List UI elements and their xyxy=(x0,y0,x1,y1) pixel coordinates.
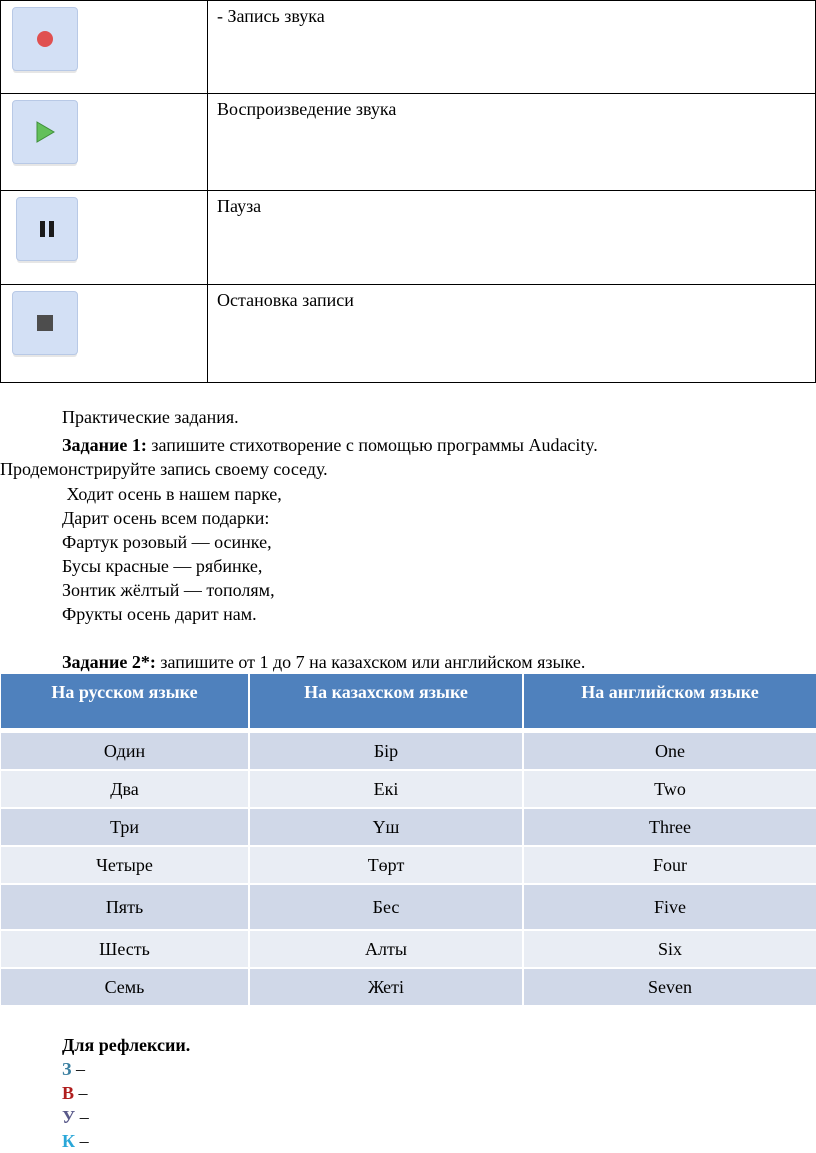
task1-text: запишите стихотворение с помощью программы Audacity. xyxy=(146,435,598,455)
cell-russian: Один xyxy=(1,733,250,771)
table-row xyxy=(1,809,816,847)
control-row-record xyxy=(1,1,816,94)
control-icon-cell xyxy=(1,94,208,191)
table-row xyxy=(1,771,816,809)
task1-line2: Продемонстрируйте запись своему соседу. xyxy=(0,459,328,479)
reflection-dash: – xyxy=(74,1083,88,1103)
control-row-pause xyxy=(1,191,816,285)
cell-english: One xyxy=(524,733,816,771)
cell-english: Seven xyxy=(524,969,816,1007)
cell-russian: Два xyxy=(1,771,250,809)
record-icon xyxy=(35,29,55,49)
reflection-item xyxy=(62,1105,89,1129)
cell-kazakh: Бес xyxy=(250,885,524,931)
cell-russian: Семь xyxy=(1,969,250,1007)
control-label: Остановка записи xyxy=(208,285,816,383)
reflection-title xyxy=(62,1033,190,1057)
task1-label: Задание 1: xyxy=(62,435,147,455)
cell-english: Four xyxy=(524,847,816,885)
numbers-table xyxy=(1,674,816,1007)
reflection-letter: У xyxy=(62,1107,76,1127)
reflection-item xyxy=(62,1129,89,1153)
task1-line1 xyxy=(62,433,598,457)
cell-english: Five xyxy=(524,885,816,931)
table-row xyxy=(1,885,816,931)
control-row-stop xyxy=(1,285,816,383)
pause-button[interactable] xyxy=(16,197,78,261)
pause-icon xyxy=(38,219,56,239)
poem-line: Дарит осень всем подарки: xyxy=(62,508,270,528)
poem-line: Бусы красные — рябинке, xyxy=(62,556,263,576)
cell-english: Two xyxy=(524,771,816,809)
task2-label: Задание 2*: xyxy=(62,652,156,672)
control-row-play xyxy=(1,94,816,191)
cell-russian: Пять xyxy=(1,885,250,931)
column-header-kazakh: На казахском языке xyxy=(250,674,524,731)
cell-kazakh: Үш xyxy=(250,809,524,847)
cell-russian: Шесть xyxy=(1,931,250,969)
control-icon-cell xyxy=(1,285,208,383)
cell-english: Six xyxy=(524,931,816,969)
task2-line xyxy=(62,650,585,674)
poem-line: Фрукты осень дарит нам. xyxy=(62,604,257,624)
control-icon-cell xyxy=(1,1,208,94)
column-header-english: На английском языке xyxy=(524,674,816,731)
cell-kazakh: Төрт xyxy=(250,847,524,885)
control-icon-cell xyxy=(1,191,208,285)
cell-kazakh: Екі xyxy=(250,771,524,809)
stop-icon xyxy=(36,314,54,332)
practical-heading: Практические задания. xyxy=(62,407,239,427)
cell-english: Three xyxy=(524,809,816,847)
cell-russian: Три xyxy=(1,809,250,847)
poem-line: Ходит осень в нашем парке, xyxy=(62,484,282,504)
cell-kazakh: Алты xyxy=(250,931,524,969)
reflection-title-text: Для рефлексии. xyxy=(62,1035,191,1055)
reflection-letter: К xyxy=(62,1131,76,1151)
table-row xyxy=(1,969,816,1007)
play-button[interactable] xyxy=(12,100,78,164)
record-button[interactable] xyxy=(12,7,78,71)
reflection-item xyxy=(62,1081,88,1105)
table-row xyxy=(1,931,816,969)
play-icon xyxy=(34,120,56,144)
table-row xyxy=(1,847,816,885)
control-label: Пауза xyxy=(208,191,816,285)
controls-table xyxy=(0,0,816,383)
reflection-dash: – xyxy=(75,1107,89,1127)
table-row xyxy=(1,733,816,771)
reflection-letter: З xyxy=(62,1059,72,1079)
reflection-item xyxy=(62,1057,85,1081)
cell-russian: Четыре xyxy=(1,847,250,885)
table-header-row xyxy=(1,674,816,731)
poem-line: Фартук розовый — осинке, xyxy=(62,532,272,552)
task2-text: запишите от 1 до 7 на казахском или английском языке. xyxy=(155,652,586,672)
poem-line: Зонтик жёлтый — тополям, xyxy=(62,580,275,600)
reflection-dash: – xyxy=(71,1059,86,1079)
cell-kazakh: Жеті xyxy=(250,969,524,1007)
control-label: - Запись звука xyxy=(208,1,816,94)
reflection-dash: – xyxy=(75,1131,89,1151)
reflection-letter: В xyxy=(62,1083,75,1103)
cell-kazakh: Бір xyxy=(250,733,524,771)
column-header-russian: На русском языке xyxy=(1,674,250,731)
control-label: Воспроизведение звука xyxy=(208,94,816,191)
stop-button[interactable] xyxy=(12,291,78,355)
